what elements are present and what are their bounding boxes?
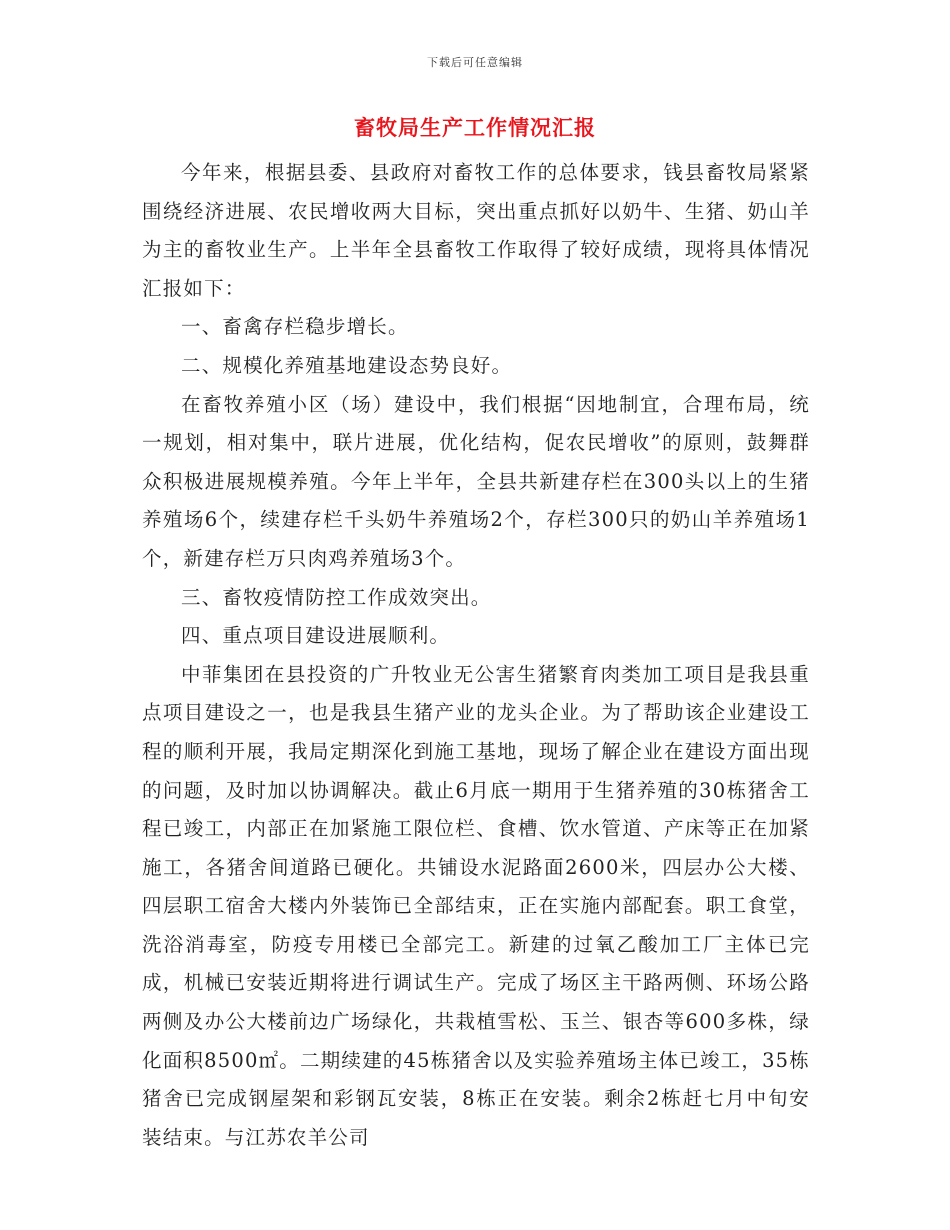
paragraph-heading-2: 二、规模化养殖基地建设态势良好。 (181, 353, 513, 377)
paragraph-heading-4: 四、重点项目建设进展顺利。 (181, 624, 451, 648)
page-header-note: 下载后可任意编辑 (427, 56, 523, 69)
document-title: 畜牧局生产工作情况汇报 (354, 115, 596, 140)
paragraph-heading-1: 一、畜禽存栏稳步增长。 (181, 315, 409, 339)
paragraph-breeding-base: 在畜牧养殖小区（场）建设中，我们根据“因地制宜，合理布局，统一规划，相对集中，联片进展，优化结构，促农民增收”的原则，鼓舞群众积极进展规模养殖。今年上半年，全县共新建存栏在300头以上的生猪养殖场6个，续建存栏千头奶牛养殖场2个，存栏300只的奶山羊养殖场1个，新建存栏万只肉鸡养殖场3个。 (142, 392, 810, 570)
paragraph-intro: 今年来，根据县委、县政府对畜牧工作的总体要求，钱县畜牧局紧紧围绕经济进展、农民增收两大目标，突出重点抓好以奶牛、生猪、奶山羊为主的畜牧业生产。上半年全县畜牧工作取得了较好成绩，现将具体情况汇报如下： (142, 161, 810, 300)
paragraph-key-projects: 中菲集团在县投资的广升牧业无公害生猪繁育肉类加工项目是我县重点项目建设之一，也是我县生猪产业的龙头企业。为了帮助该企业建设工程的顺利开展，我局定期深化到施工基地，现场了解企业在建设方面出现的问题，及时加以协调解决。截止6月底一期用于生猪养殖的30栋猪舍工程已竣工，内部正在加紧施工限位栏、食槽、饮水管道、产床等正在加紧施工，各猪舍间道路已硬化。共铺设水泥路面2600米，四层办公大楼、四层职工宿舍大楼内外装饰已全部结束，正在实施内部配套。职工食堂，洗浴消毒室，防疫专用楼已全部完工。新建的过氧乙酸加工厂主体已完成，机械已安装近期将进行调试生产。完成了场区主干路两侧、环场公路两侧及办公大楼前边广场绿化，共栽植雪松、玉兰、银杏等600多株，绿化面积8500㎡。二期续建的45栋猪舍以及实验养殖场主体已竣工，35栋猪舍已完成钢屋架和彩钢瓦安装，8栋正在安装。剩余2栋赶七月中旬安装结束。与江苏农羊公司 (142, 662, 810, 1149)
document-body (142, 154, 810, 1157)
paragraph-heading-3: 三、畜牧疫情防控工作成效突出。 (181, 585, 492, 609)
